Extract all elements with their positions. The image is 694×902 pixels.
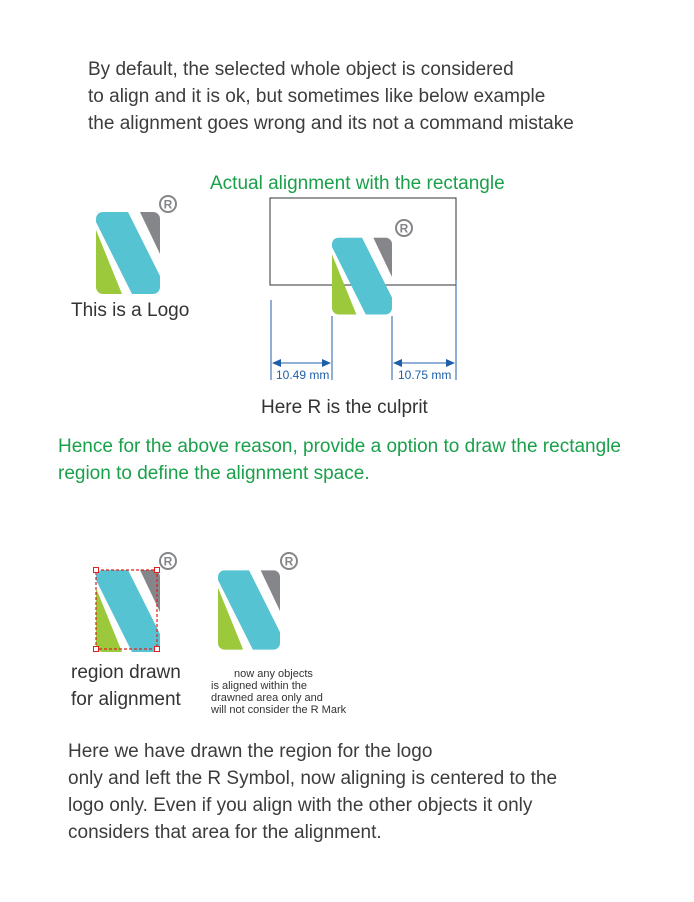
logo-standalone	[96, 212, 160, 294]
region-caption-line-2: for alignment	[71, 689, 181, 710]
note-line-2: is aligned within the	[211, 680, 308, 692]
logo-caption: This is a Logo	[71, 300, 190, 321]
intro-line-1: By default, the selected whole object is considered	[88, 59, 514, 80]
conclusion-line-1: Here we have drawn the region for the logo	[68, 741, 433, 762]
svg-text:R: R	[284, 554, 294, 569]
region-caption-line-1: region drawn	[71, 662, 181, 683]
selection-handle	[155, 647, 160, 652]
selection-handle	[94, 568, 99, 573]
reason-line-2: region to define the alignment space.	[58, 463, 370, 484]
conclusion-line-3: logo only. Even if you align with the other objects it only	[68, 795, 533, 816]
note-line-4: will not consider the R Mark	[211, 704, 347, 716]
culprit-caption: Here R is the culprit	[261, 397, 428, 418]
intro-line-3: the alignment goes wrong and its not a command mistake	[88, 113, 574, 134]
dim-arrow-right-a	[393, 359, 402, 367]
selection-handle	[94, 647, 99, 652]
figure1-title: Actual alignment with the rectangle	[210, 173, 505, 194]
svg-text:R: R	[163, 197, 173, 212]
conclusion-line-4: considers that area for the alignment.	[68, 822, 382, 843]
logo-in-rectangle	[332, 236, 392, 316]
note-line-1: now any objects	[234, 668, 313, 680]
logo-aligned-result	[218, 570, 280, 650]
dim-arrow-right-b	[446, 359, 455, 367]
left-measure: 10.49 mm	[276, 368, 330, 382]
svg-text:R: R	[399, 221, 409, 236]
conclusion-line-2: only and left the R Symbol, now aligning is centered to the	[68, 768, 558, 789]
intro-line-2: to align and it is ok, but sometimes like below example	[88, 86, 546, 107]
dim-arrow-left-b	[322, 359, 331, 367]
note-line-3: drawned area only and	[211, 692, 323, 704]
registered-mark-icon	[279, 551, 299, 571]
registered-mark-icon	[394, 218, 414, 238]
dim-arrow-left-a	[272, 359, 281, 367]
reason-line-1: Hence for the above reason, provide a option to draw the rectangle	[58, 436, 621, 457]
right-measure: 10.75 mm	[398, 368, 452, 382]
svg-text:R: R	[163, 554, 173, 569]
logo-with-region	[96, 570, 160, 652]
registered-mark-icon	[158, 194, 178, 214]
registered-mark-icon	[158, 551, 178, 571]
